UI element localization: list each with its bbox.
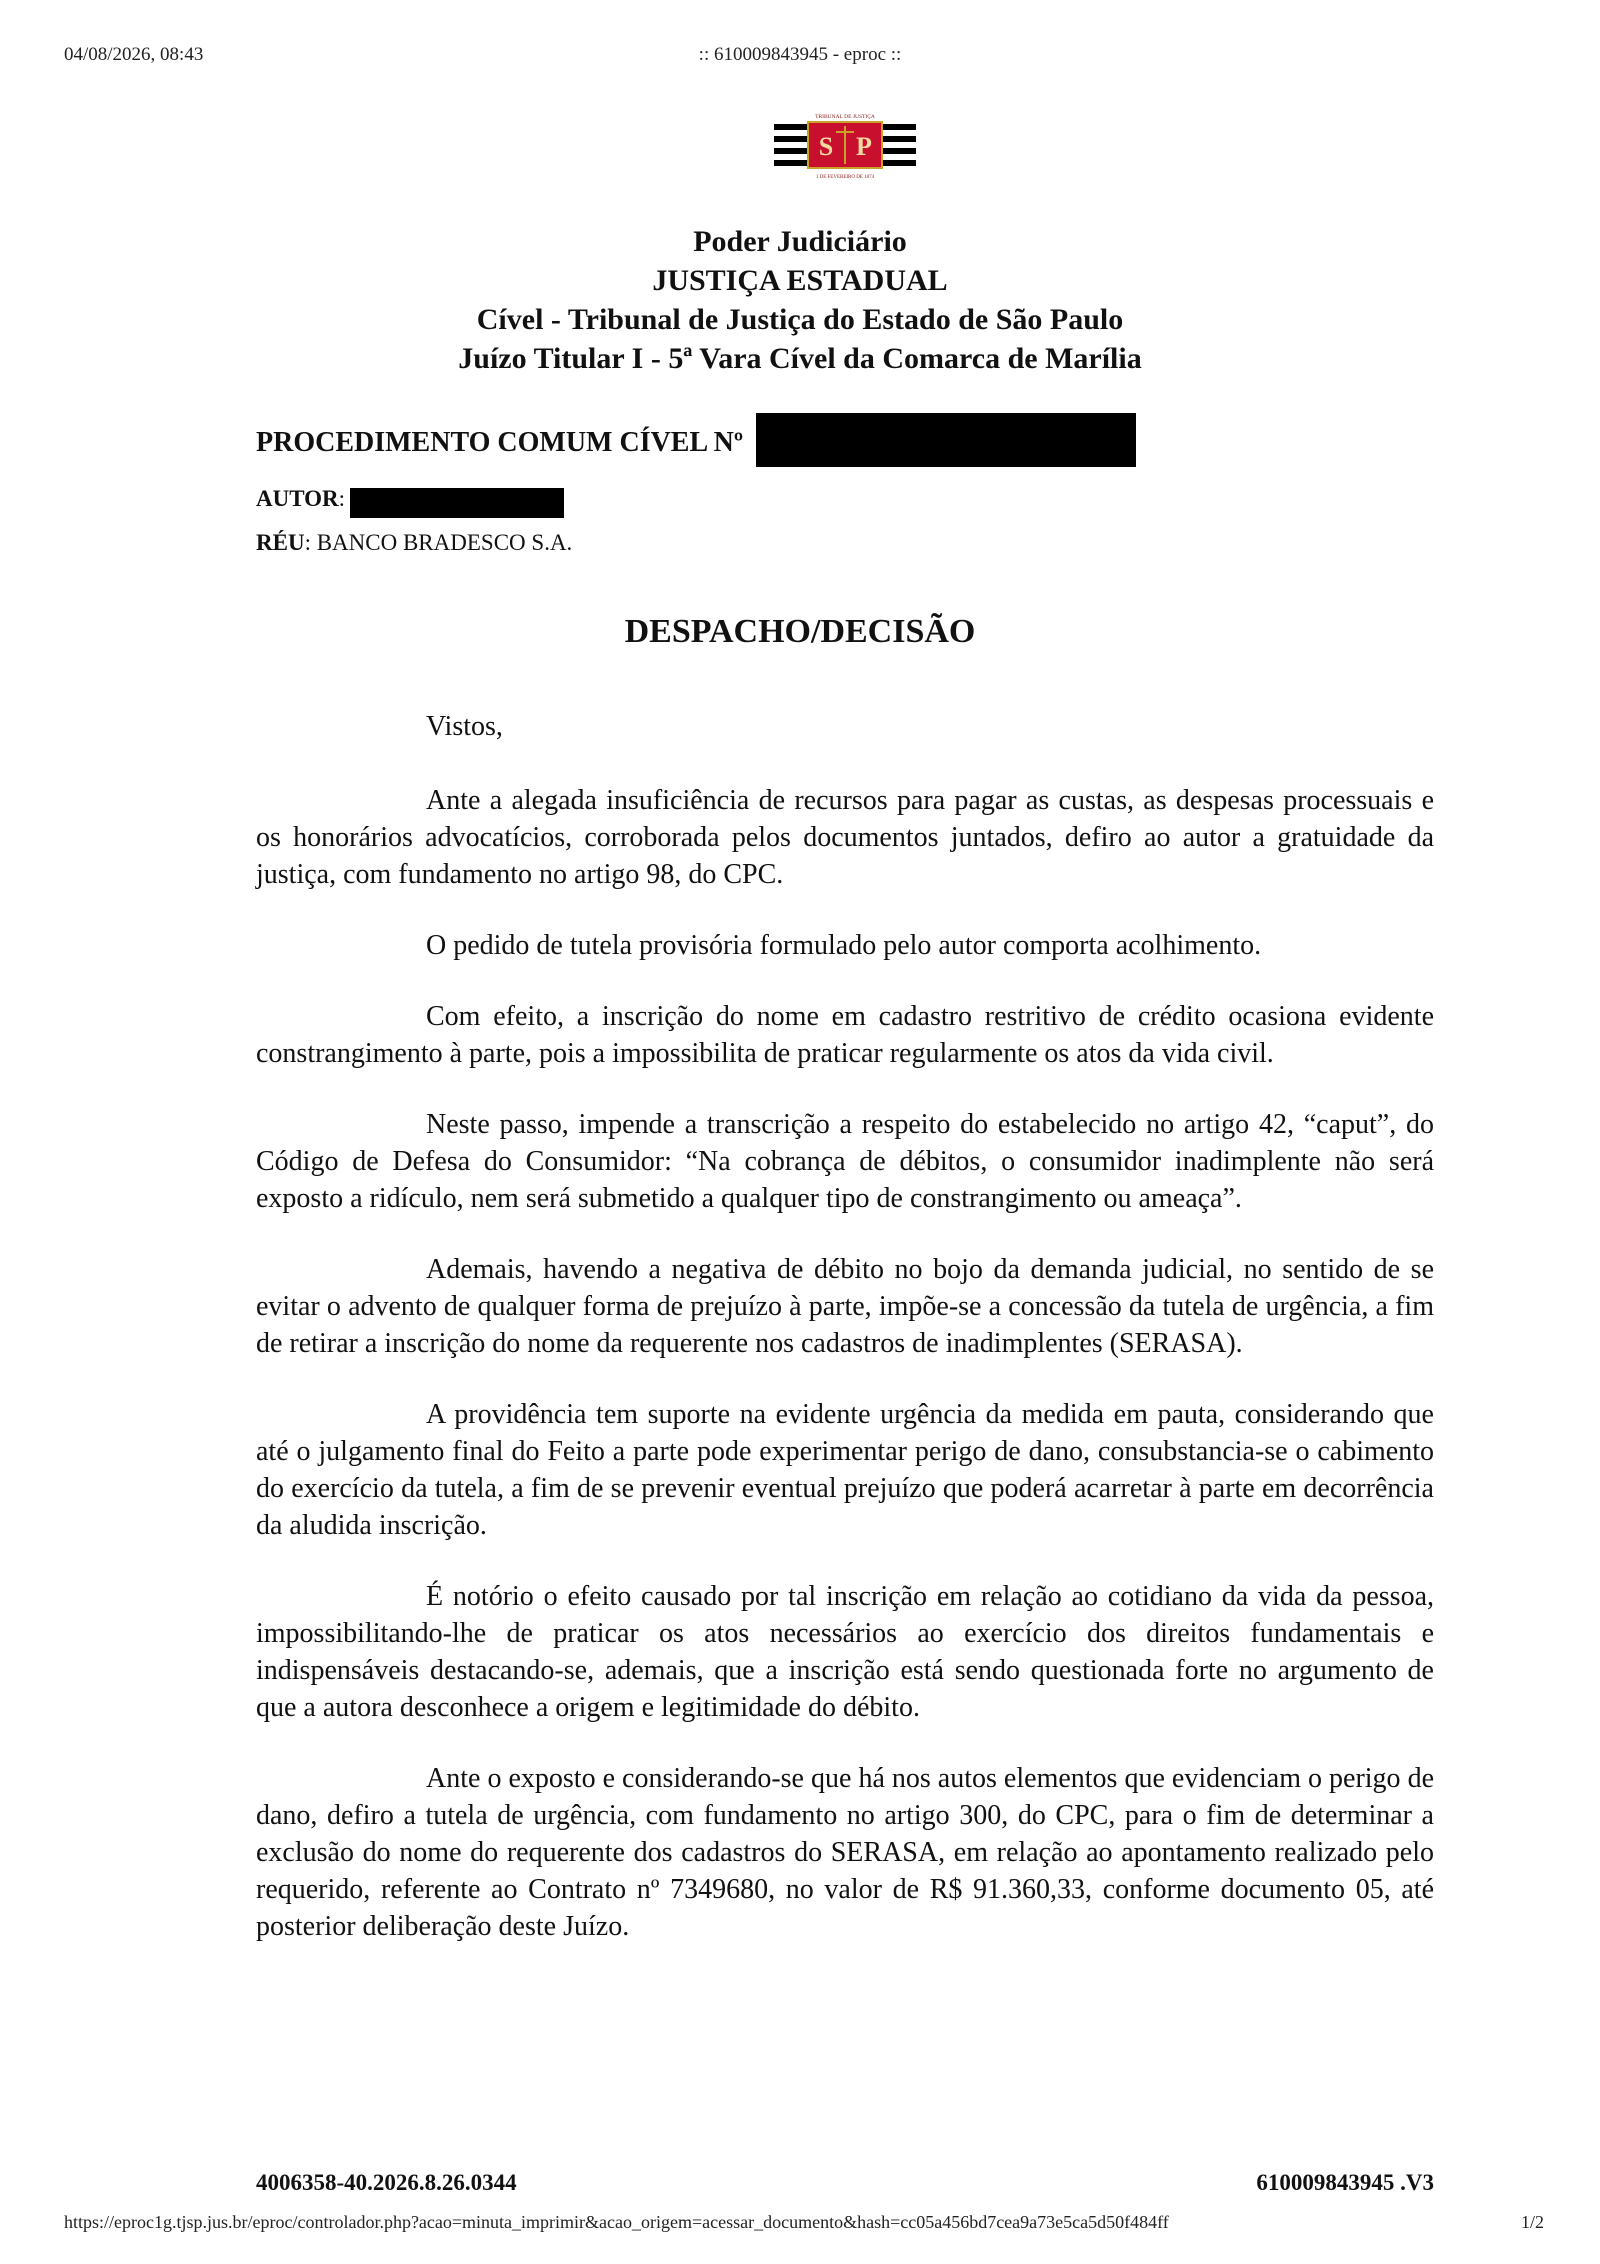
heading-line-4: Juízo Titular I - 5ª Vara Cível da Comarca de Marília	[458, 342, 1142, 375]
paragraph: A providência tem suporte na evidente urgência da medida em pauta, considerando que até o julgamento final do Feito a parte pode experimentar perigo de dano, consubstancia-se o cabimento do exercício da tutela, a fim de se prevenir eventual prejuízo que poderá acarretar à parte em decorrência da aludida inscrição.	[256, 1399, 1434, 1541]
heading-line-3: Cível - Tribunal de Justiça do Estado de São Paulo	[476, 303, 1124, 336]
defendant-value: BANCO BRADESCO S.A.	[316, 530, 573, 555]
paragraph: Ante o exposto e considerando-se que há nos autos elementos que evidenciam o perigo de dano, defiro a tutela de urgência, com fundamento no artigo 300, do CPC, para o fim de determinar a exclusão do nome do requerente dos cadastros do SERASA, em relação ao apontamento realizado pelo requerido, referente ao Contrato nº 7349680, no valor de R$ 91.360,33, conforme documento 05, até posterior deliberação deste Juízo.	[256, 1763, 1434, 1942]
paragraph: Vistos,	[426, 711, 503, 742]
print-timestamp: 04/08/2026, 08:43	[64, 44, 204, 65]
paragraph: É notório o efeito causado por tal inscrição em relação ao cotidiano da vida da pessoa, impossibilitando-lhe de praticar os atos necessários ao exercício dos direitos fundamentais e indispensáveis destacando-se, ademais, que a inscrição está sendo questionada forte no argumento de que a autora desconhece a origem e legitimidade do débito.	[256, 1581, 1434, 1723]
print-title: :: 610009843945 - eproc ::	[698, 44, 902, 65]
page-number: 1/2	[1520, 2212, 1544, 2232]
svg-text:P: P	[856, 132, 872, 161]
heading-line-2: JUSTIÇA ESTADUAL	[652, 264, 948, 297]
svg-text:S: S	[818, 132, 834, 161]
emblem-bottom-text: 1 DE FEVEREIRO DE 1874	[815, 175, 875, 180]
procedure-label: PROCEDIMENTO COMUM CÍVEL Nº	[256, 427, 744, 458]
paragraph: Neste passo, impende a transcrição a respeito do estabelecido no artigo 42, “caput”, do Código de Defesa do Consumidor: “Na cobrança de débitos, o consumidor inadimplente não será exposto a ridículo, nem será submetido a qualquer tipo de constrangimento ou ameaça”.	[256, 1109, 1434, 1214]
author-line: AUTOR:	[256, 486, 346, 511]
footer-document-code: 610009843945 .V3	[1256, 2170, 1434, 2195]
court-heading	[0, 222, 1600, 378]
redaction-box-process-number	[756, 413, 1136, 467]
paragraph: Com efeito, a inscrição do nome em cadastro restritivo de crédito ocasiona evidente constrangimento à parte, pois a impossibilita de praticar regularmente os atos da vida civil.	[256, 1001, 1434, 1069]
heading-line-1: Poder Judiciário	[693, 225, 907, 258]
defendant-line: RÉU: BANCO BRADESCO S.A.	[256, 530, 573, 555]
author-label: AUTOR	[256, 486, 339, 511]
print-url[interactable]: https://eproc1g.tjsp.jus.br/eproc/controlador.php?acao=minuta_imprimir&acao_origem=acessar_documento&hash=cc05a456bd7cea9a73e5ca5d50f484ff	[64, 2212, 1169, 2232]
paragraph: O pedido de tutela provisória formulado pelo autor comporta acolhimento.	[426, 930, 1262, 961]
paragraph: Ante a alegada insuficiência de recursos para pagar as custas, as despesas processuais e os honorários advocatícios, corroborada pelos documentos juntados, defiro ao autor a gratuidade da justiça, com fundamento no artigo 98, do CPC.	[256, 785, 1434, 890]
defendant-label: RÉU	[256, 530, 305, 555]
paragraph: Ademais, havendo a negativa de débito no bojo da demanda judicial, no sentido de se evitar o advento de qualquer forma de prejuízo à parte, impõe-se a concessão da tutela de urgência, a fim de retirar a inscrição do nome da requerente nos cadastros de inadimplentes (SERASA).	[256, 1254, 1434, 1359]
print-header	[0, 44, 1600, 68]
decision-body	[256, 708, 1434, 1979]
emblem-top-text: TRIBUNAL DE JUSTIÇA	[815, 114, 875, 120]
decision-title: DESPACHO/DECISÃO	[624, 613, 976, 650]
procedure-line	[256, 427, 743, 459]
redaction-box-author	[350, 488, 564, 518]
footer-process-number: 4006358-40.2026.8.26.0344	[256, 2170, 517, 2195]
coat-of-arms-icon	[774, 110, 916, 182]
